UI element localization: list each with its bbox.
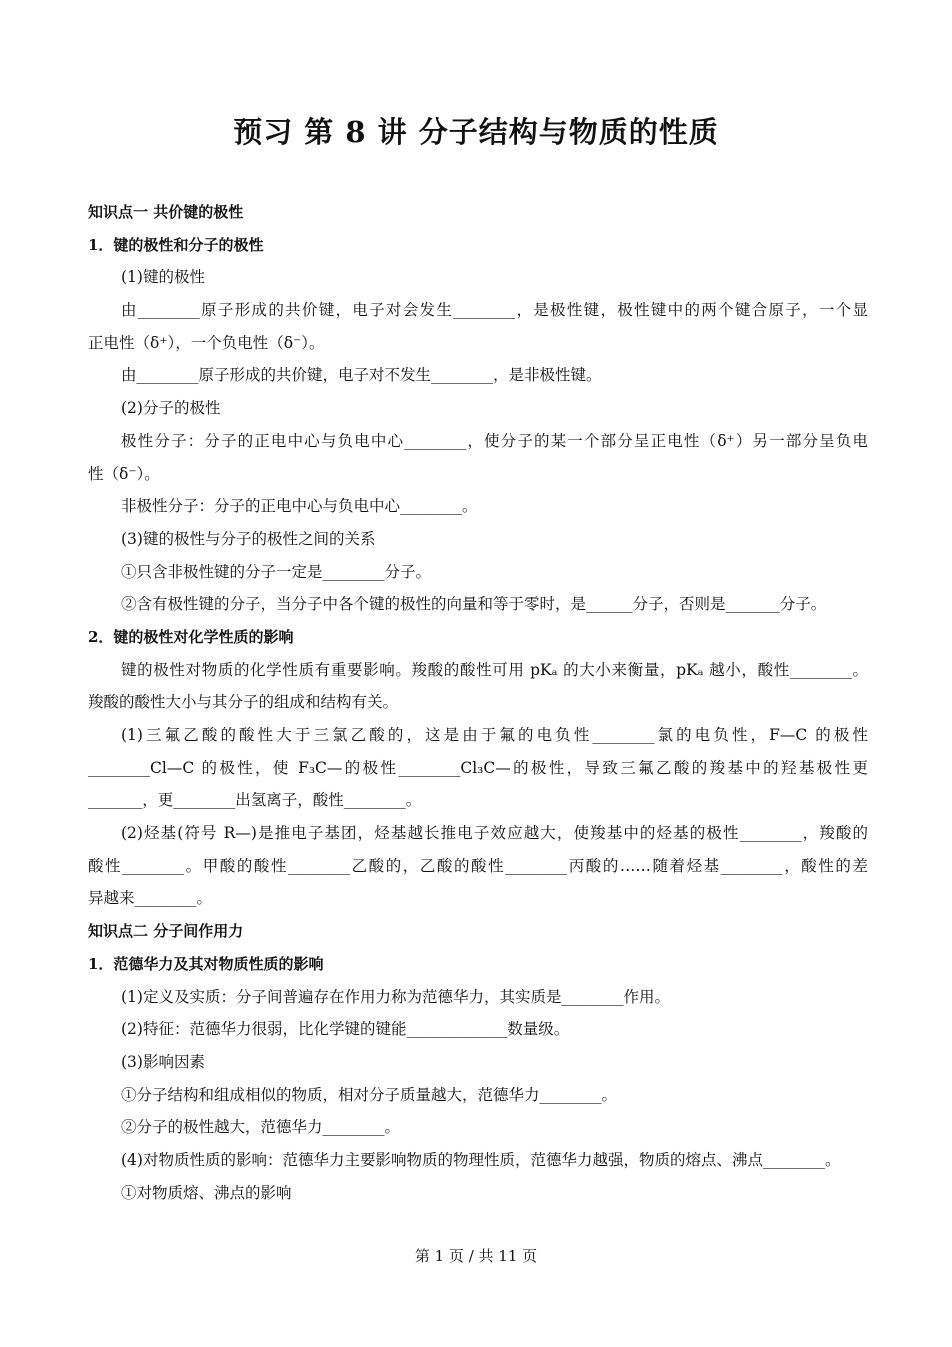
subsection-heading: 2．键的极性对化学性质的影响 [88,627,294,646]
paragraph-line: 非极性分子：分子的正电中心与负电中心________。 [121,497,478,516]
paragraph-line: (2)分子的极性 [121,399,221,418]
paragraph-line: 由________原子形成的共价键，电子对不发生________，是非极性键。 [121,366,602,385]
paragraph-line: 键的极性对物质的化学性质有重要影响。羧酸的酸性可用 pKₐ 的大小来衡量，pKₐ 越小，酸性________。 [121,660,868,679]
paragraph-line: (1)三氟乙酸的酸性大于三氯乙酸的，这是由于氟的电负性________氯的电负性，F—C 的极性 [121,726,868,744]
page-footer: 第 1 页 / 共 11 页 [414,1247,538,1265]
paragraph-line: (2)特征：范德华力很弱，比化学键的键能_____________数量级。 [121,1020,570,1039]
paragraph-line: _______，更________出氢离子，酸性________。 [88,791,422,810]
subsection-heading: 1．范德华力及其对物质性质的影响 [88,954,324,973]
paragraph-line: ①分子结构和组成相似的物质，相对分子质量越大，范德华力________。 [121,1085,618,1104]
paragraph-line: 羧酸的酸性大小与其分子的组成和结构有关。 [88,693,399,712]
paragraph-line: 异越来________。 [88,889,213,908]
section-heading: 知识点一 共价键的极性 [88,203,244,221]
paragraph-line: ②分子的极性越大，范德华力________。 [121,1118,401,1137]
section-heading: 知识点二 分子间作用力 [88,922,244,941]
paragraph-line: ①只含非极性键的分子一定是________分子。 [121,562,432,581]
paragraph-line: (3)影响因素 [121,1052,205,1071]
paragraph-line: (3)键的极性与分子的极性之间的关系 [121,529,376,548]
paragraph-line: 正电性（δ⁺），一个负电性（δ⁻）。 [88,333,325,352]
paragraph-line: 极性分子：分子的正电中心与负电中心________，使分子的某一个部分呈正电性（δ⁺）另一部分呈负电 [121,431,868,450]
paragraph-line: ________Cl—C 的极性，使 F₃C—的极性________Cl₃C—的极性，导致三氟乙酸的羧基中的羟基极性更 [88,758,868,777]
paragraph-line: 酸性________。甲酸的酸性________乙酸的，乙酸的酸性________丙酸的……随着烃基________，酸性的差 [88,856,868,875]
paragraph-line: 由________原子形成的共价键，电子对会发生________，是极性键，极性键中的两个键合原子，一个显 [121,301,868,320]
paragraph-line: (1)定义及实质：分子间普遍存在作用力称为范德华力，其实质是________作用。 [121,987,670,1006]
document-body [88,196,868,1209]
paragraph-line: ①对物质熔、沸点的影响 [121,1183,292,1202]
paragraph-line: 性（δ⁻）。 [88,464,160,483]
paragraph-line: (4)对物质性质的影响：范德华力主要影响物质的物理性质，范德华力越强，物质的熔点、沸点________。 [121,1150,841,1169]
paragraph-line: ②含有极性键的分子，当分子中各个键的极性的向量和等于零时，是______分子，否则是_______分子。 [121,595,827,614]
subsection-heading: 1．键的极性和分子的极性 [88,235,264,254]
page-title: 预习 第 8 讲 分子结构与物质的性质 [233,115,719,149]
paragraph-line: (1)键的极性 [121,268,205,287]
paragraph-line: (2)烃基(符号 R—)是推电子基团，烃基越长推电子效应越大，使羧基中的烃基的极性________，羧酸的 [121,824,868,843]
